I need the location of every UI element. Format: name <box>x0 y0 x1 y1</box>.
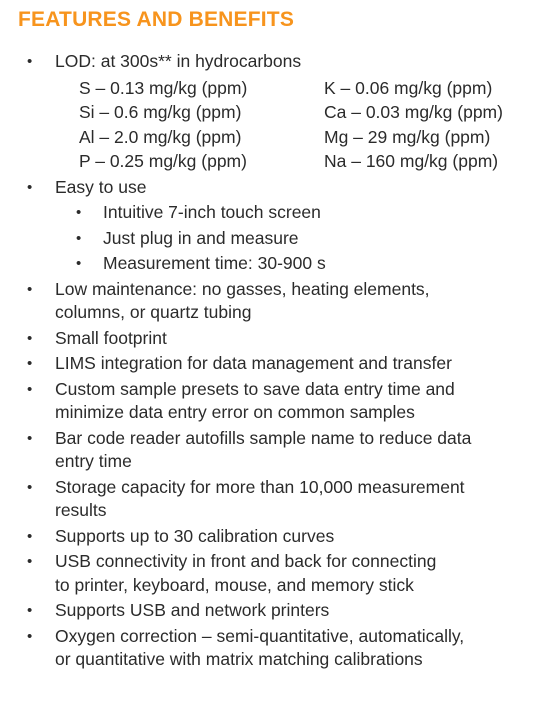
item-text-line: Custom sample presets to save data entry time and <box>55 378 455 399</box>
item-text-line: Supports up to 30 calibration curves <box>55 525 335 546</box>
lod-table <box>0 76 554 174</box>
item-text-line: Bar code reader autofills sample name to reduce data <box>55 427 472 448</box>
bullet-icon: • <box>27 627 33 645</box>
bullet-icon: • <box>27 329 33 347</box>
lod-value: Na – 160 mg/kg (ppm) <box>324 151 499 171</box>
item-text: Easy to use <box>55 176 147 197</box>
bullet-icon: • <box>27 527 33 545</box>
bullet-icon: • <box>27 478 33 496</box>
item-text-line: Storage capacity for more than 10,000 measurement <box>55 476 465 497</box>
list-item-lod <box>0 50 554 74</box>
list-item-easy-to-use <box>0 176 554 200</box>
item-text-line: Low maintenance: no gasses, heating elements, <box>55 278 430 299</box>
sub-item <box>0 201 554 225</box>
item-text-line: columns, or quartz tubing <box>55 302 252 322</box>
list-item <box>0 278 554 325</box>
sub-item <box>0 227 554 251</box>
sub-item-text: Just plug in and measure <box>103 227 299 248</box>
bullet-icon: • <box>27 380 33 398</box>
list-item <box>0 476 554 523</box>
lod-value: S – 0.13 mg/kg (ppm) <box>79 77 248 98</box>
bullet-icon: • <box>27 178 33 196</box>
lod-value: K – 0.06 mg/kg (ppm) <box>324 77 493 98</box>
bullet-icon: • <box>27 553 33 570</box>
sub-item-text: Measurement time: 30-900 s <box>103 253 326 273</box>
item-text-line: Oxygen correction – semi-quantitative, automatically, <box>55 625 465 646</box>
bullet-icon: • <box>76 229 82 247</box>
list-item <box>0 550 554 597</box>
list-item <box>0 599 554 623</box>
lod-value: Mg – 29 mg/kg (ppm) <box>324 126 491 147</box>
bullet-icon: • <box>76 255 82 272</box>
features-list <box>0 50 554 674</box>
lod-value: P – 0.25 mg/kg (ppm) <box>79 151 247 171</box>
item-text-line: LIMS integration for data management and transfer <box>55 353 452 373</box>
item-text-line: USB connectivity in front and back for connecting <box>55 551 437 571</box>
bullet-icon: • <box>27 280 33 298</box>
list-item <box>0 378 554 425</box>
item-text-line: entry time <box>55 451 132 471</box>
list-item <box>0 525 554 549</box>
section-title: FEATURES AND BENEFITS <box>18 8 295 31</box>
item-text-line: minimize data entry error on common samples <box>55 402 415 422</box>
item-text-line: or quantitative with matrix matching calibrations <box>55 649 423 669</box>
bullet-icon: • <box>27 602 33 619</box>
item-text-line: Supports USB and network printers <box>55 600 330 620</box>
item-text-line: to printer, keyboard, mouse, and memory stick <box>55 574 414 595</box>
bullet-icon: • <box>76 204 82 221</box>
lod-label: LOD: at 300s** in hydrocarbons <box>55 51 302 71</box>
list-item <box>0 625 554 672</box>
bullet-icon: • <box>27 429 33 447</box>
list-item <box>0 352 554 376</box>
sub-item <box>0 252 554 276</box>
sub-item-text: Intuitive 7-inch touch screen <box>103 202 321 222</box>
lod-value: Al – 2.0 mg/kg (ppm) <box>79 126 242 147</box>
list-item <box>0 327 554 351</box>
item-text-line: results <box>55 500 107 520</box>
list-item <box>0 427 554 474</box>
item-text-line: Small footprint <box>55 327 167 348</box>
bullet-icon: • <box>27 355 33 372</box>
lod-value: Si – 0.6 mg/kg (ppm) <box>79 102 242 122</box>
bullet-icon: • <box>27 53 33 70</box>
lod-value: Ca – 0.03 mg/kg (ppm) <box>324 102 503 122</box>
